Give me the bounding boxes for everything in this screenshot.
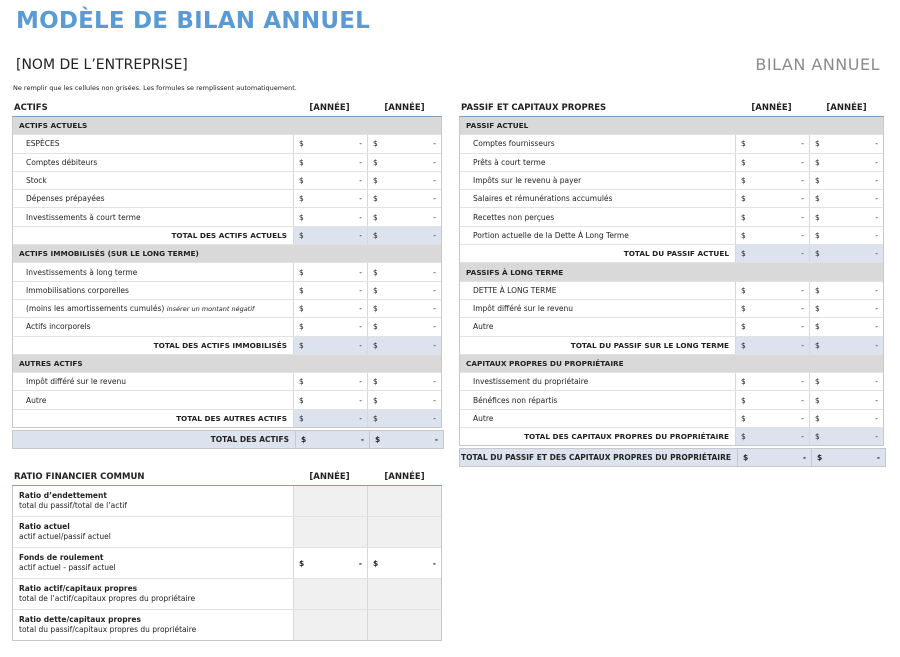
page-title: MODÈLE DE BILAN ANNUEL [16,8,370,34]
row-label: Comptes débiteurs [26,157,98,167]
table-row [13,517,441,548]
value-cell[interactable]: $ - [809,300,883,317]
row-label: DETTE À LONG TERME [473,285,557,295]
liabilities-heading: PASSIF ET CAPITAUX PROPRES [461,103,607,113]
row-label: Immobilisations corporelles [26,285,129,295]
row-label: Recettes non perçues [473,212,555,222]
total-row: TOTAL DU PASSIF ACTUEL $ - $ - [460,245,883,263]
ratio-label: Fonds de roulement actif actuel - passif actuel [19,553,116,572]
negative-amount-hint: insérer un montant négatif [166,305,255,314]
value-cell[interactable]: $ - [735,135,809,152]
document-type-label: BILAN ANNUEL [755,55,880,74]
row-label: Autre [26,395,47,405]
table-row [13,548,441,579]
ratio-cell: $ - [367,548,441,578]
ratio-label: Ratio actif/capitaux propres total de l’actif/capitaux propres du propriétaire [19,584,196,603]
total-row: TOTAL DU PASSIF SUR LE LONG TERME $ - $ - [460,337,883,355]
total-assets-row: TOTAL DES ACTIFS $ - $ - [12,430,444,449]
total-cell: $ - [809,245,883,262]
ratio-cell [293,486,367,516]
row-label: Dépenses prépayées [26,194,105,204]
ratio-cell [293,610,367,640]
total-cell: $ - [369,431,443,448]
value-cell[interactable]: $ - [735,318,809,335]
value-cell[interactable]: $ - [293,208,367,225]
value-cell[interactable]: $ - [293,135,367,152]
value-cell[interactable]: $ - [735,208,809,225]
row-label: Impôt différé sur le revenu [26,377,127,387]
row-label: Salaires et rémunérations accumulés [473,194,613,204]
table-row [13,208,441,226]
value-cell[interactable]: $ - [735,391,809,408]
value-cell[interactable]: $ - [293,154,367,171]
table-row [460,172,883,190]
liabilities-header [459,100,884,117]
total-cell: $ - [811,449,885,466]
ratio-cell [367,610,441,640]
table-row [13,610,441,640]
value-cell[interactable]: $ - [293,373,367,390]
value-cell[interactable]: $ - [735,190,809,207]
table-row [460,190,883,208]
total-cell: $ - [735,337,809,354]
row-label: Stock [26,176,47,186]
ratio-label: Ratio dette/capitaux propres total du passif/capitaux propres du propriétaire [19,615,197,634]
value-cell[interactable]: $ - [367,135,441,152]
value-cell[interactable]: $ - [293,263,367,280]
table-row [460,300,883,318]
value-cell[interactable]: $ - [293,190,367,207]
instructions-note: Ne remplir que les cellules non grisées. Les formules se remplissent automatiquement. [13,84,297,92]
total-liabilities-equity-row: TOTAL DU PASSIF ET DES CAPITAUX PROPRES DU PROPRIÉTAIRE $ - $ - [459,448,886,467]
value-cell[interactable]: $ - [367,391,441,408]
table-row [13,318,441,336]
table-row [13,172,441,190]
table-row [13,135,441,153]
value-cell[interactable]: $ - [293,282,367,299]
table-row [13,391,441,409]
value-cell[interactable]: $ - [809,227,883,244]
total-row: TOTAL DES ACTIFS ACTUELS $ - $ - [13,227,441,245]
row-label: Autre [473,413,494,423]
section-header: CAPITAUX PROPRES DU PROPRIÉTAIRE [460,355,883,373]
table-row [460,391,883,409]
row-label: Comptes fournisseurs [473,139,555,149]
row-label: (moins les amortissements cumulés) insérer un montant négatif [26,304,255,314]
ratio-header [12,469,442,486]
row-label: Impôt différé sur le revenu [473,304,574,314]
table-row [13,190,441,208]
total-cell: $ - [293,337,367,354]
year-1-header[interactable]: [ANNÉE] [309,103,350,113]
ratio-heading: RATIO FINANCIER COMMUN [14,472,145,482]
total-cell: $ - [367,337,441,354]
assets-table [12,117,442,428]
value-cell[interactable]: $ - [809,154,883,171]
value-cell[interactable]: $ - [293,300,367,317]
total-cell: $ - [735,428,809,445]
value-cell[interactable]: $ - [367,263,441,280]
row-label: ESPÈCES [26,139,60,149]
total-cell: $ - [737,449,811,466]
section-header: AUTRES ACTIFS [13,355,441,373]
total-row: TOTAL DES AUTRES ACTIFS $ - $ - [13,410,441,427]
row-label: Impôts sur le revenu à payer [473,176,582,186]
value-cell[interactable]: $ - [293,172,367,189]
year-1-header[interactable]: [ANNÉE] [751,103,792,113]
value-cell[interactable]: $ - [735,373,809,390]
table-row [460,227,883,245]
value-cell[interactable]: $ - [367,300,441,317]
ratio-cell [367,486,441,516]
section-header: PASSIFS À LONG TERME [460,263,883,281]
value-cell[interactable]: $ - [809,391,883,408]
value-cell[interactable]: $ - [735,154,809,171]
ratio-cell [293,517,367,547]
company-name-field[interactable]: [NOM DE L’ENTREPRISE] [16,57,188,73]
table-row [460,154,883,172]
year-2-header[interactable]: [ANNÉE] [826,103,867,113]
section-header: PASSIF ACTUEL [460,117,883,135]
value-cell[interactable]: $ - [367,154,441,171]
total-cell: $ - [295,431,369,448]
value-cell[interactable]: $ - [367,190,441,207]
row-label: Portion actuelle de la Dette À Long Terme [473,230,629,240]
total-cell: $ - [809,428,883,445]
row-label: Prêts à court terme [473,157,546,167]
year-2-header[interactable]: [ANNÉE] [384,103,425,113]
value-cell[interactable]: $ - [367,373,441,390]
total-cell: $ - [367,410,441,427]
value-cell[interactable]: $ - [293,318,367,335]
table-row [13,373,441,391]
row-label: Investissements à court terme [26,212,141,222]
assets-header [12,100,442,117]
value-cell[interactable]: $ - [809,172,883,189]
ratio-panel [12,469,442,641]
table-row [460,135,883,153]
value-cell[interactable]: $ - [809,373,883,390]
row-label: Autre [473,322,494,332]
value-cell[interactable]: $ - [367,282,441,299]
table-row [13,579,441,610]
ratio-cell [293,579,367,609]
ratio-label: Ratio d’endettement total du passif/total de l’actif [19,491,127,510]
value-cell[interactable]: $ - [367,172,441,189]
assets-heading: ACTIFS [14,103,48,113]
table-row [460,282,883,300]
year-2-header[interactable]: [ANNÉE] [384,472,425,482]
total-row: TOTAL DES ACTIFS IMMOBILISÉS $ - $ - [13,337,441,355]
value-cell[interactable]: $ - [809,135,883,152]
assets-panel [12,100,442,428]
table-row [460,208,883,226]
table-row [460,318,883,336]
ratio-cell: $ - [293,548,367,578]
value-cell[interactable]: $ - [735,172,809,189]
year-1-header[interactable]: [ANNÉE] [309,472,350,482]
liabilities-panel [459,100,884,446]
table-row [13,282,441,300]
table-row [460,410,883,428]
total-cell: $ - [293,410,367,427]
total-cell: $ - [367,227,441,244]
value-cell[interactable]: $ - [367,208,441,225]
table-row [460,373,883,391]
value-cell[interactable]: $ - [293,391,367,408]
total-cell: $ - [809,337,883,354]
ratio-table [12,486,442,641]
total-cell: $ - [735,245,809,262]
value-cell[interactable]: $ - [809,190,883,207]
value-cell[interactable]: $ - [735,282,809,299]
section-header: ACTIFS IMMOBILISÉS (SUR LE LONG TERME) [13,245,441,263]
value-cell[interactable]: $ - [809,318,883,335]
table-row [13,263,441,281]
table-row [13,154,441,172]
row-label: Investissement du propriétaire [473,377,589,387]
value-cell[interactable]: $ - [809,208,883,225]
liabilities-table [459,117,884,446]
table-row [13,486,441,517]
row-label: Actifs incorporels [26,322,91,332]
value-cell[interactable]: $ - [735,410,809,427]
row-label: Bénéfices non répartis [473,395,558,405]
value-cell[interactable]: $ - [809,282,883,299]
table-row [13,300,441,318]
value-cell[interactable]: $ - [735,227,809,244]
ratio-label: Ratio actuel actif actuel/passif actuel [19,522,111,541]
total-row: TOTAL DES CAPITAUX PROPRES DU PROPRIÉTAIRE $ - $ - [460,428,883,445]
ratio-cell [367,517,441,547]
total-cell: $ - [293,227,367,244]
row-label: Investissements à long terme [26,267,138,277]
ratio-cell [367,579,441,609]
section-header: ACTIFS ACTUELS [13,117,441,135]
value-cell[interactable]: $ - [809,410,883,427]
value-cell[interactable]: $ - [735,300,809,317]
value-cell[interactable]: $ - [367,318,441,335]
